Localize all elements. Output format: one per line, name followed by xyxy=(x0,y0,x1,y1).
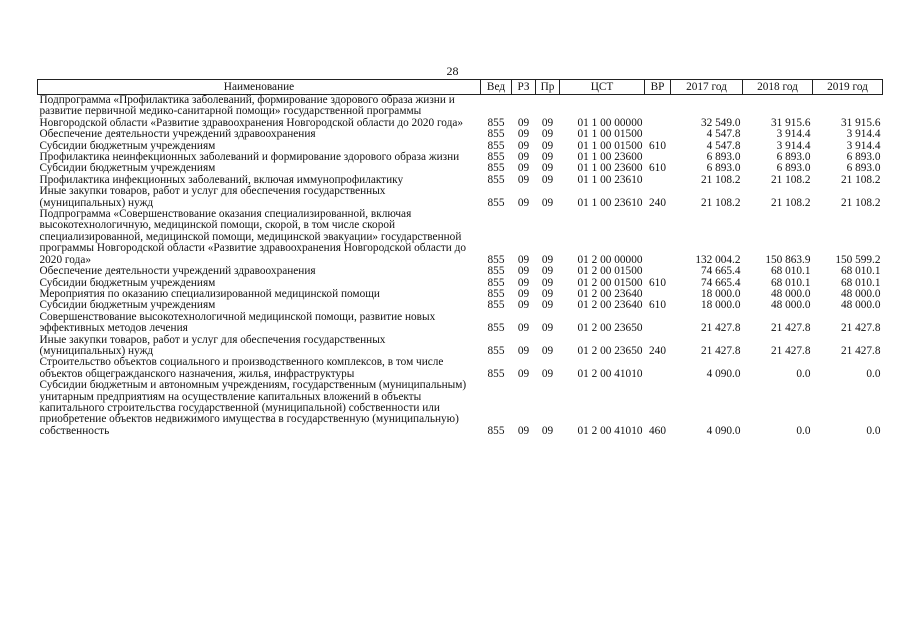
cell-2018: 21 427.8 xyxy=(770,344,811,357)
header-2018: 2018 год xyxy=(743,80,813,95)
cell-vr: 610 xyxy=(649,299,666,312)
table-row xyxy=(38,266,883,277)
cell-pr: 09 xyxy=(541,299,554,312)
cell-pr: 09 xyxy=(541,424,554,437)
cell-pr: 09 xyxy=(541,367,554,380)
cell-rz: 09 xyxy=(517,344,530,357)
cell-2018: 21 427.8 xyxy=(770,322,811,335)
cell-2018: 68 010.1 xyxy=(770,276,811,289)
cell-cst: 01 2 00 00000 xyxy=(577,253,643,266)
cell-cst: 01 2 00 23640 xyxy=(577,287,643,300)
cell-2019: 21 108.2 xyxy=(840,173,881,186)
cell-ved: 855 xyxy=(487,162,505,175)
cell-vr: 240 xyxy=(649,344,666,357)
cell-rz: 09 xyxy=(517,173,530,186)
cell-cst: 01 1 00 00000 xyxy=(577,116,643,129)
cell-pr: 09 xyxy=(541,116,554,129)
header-vr: ВР xyxy=(645,80,671,95)
cell-vr xyxy=(645,266,671,277)
table-row xyxy=(38,209,883,266)
cell-2018: 31 915.6 xyxy=(770,116,811,129)
cell-pr: 09 xyxy=(541,265,554,278)
cell-cst: 01 1 00 23600 xyxy=(577,151,643,164)
cell-pr: 09 xyxy=(541,139,554,152)
header-cst: ЦСТ xyxy=(560,80,645,95)
cell-rz: 09 xyxy=(517,196,530,209)
cell-2017: 4 090.0 xyxy=(706,424,741,437)
cell-pr: 09 xyxy=(541,287,554,300)
cell-2018: 0.0 xyxy=(796,424,811,437)
cell-pr: 09 xyxy=(541,151,554,164)
cell-name: Совершенствование высокотехнологичной медицинской помощи, развитие новых эффективных методов лечения xyxy=(39,310,436,335)
table-row xyxy=(38,312,883,335)
cell-vr xyxy=(645,312,671,335)
cell-name: Иные закупки товаров, работ и услуг для обеспечения государственных (муниципальных) нужд xyxy=(39,333,386,357)
cell-pr: 09 xyxy=(541,253,554,266)
cell-pr: 09 xyxy=(541,344,554,357)
cell-ved: 855 xyxy=(487,322,505,335)
cell-rz: 09 xyxy=(517,287,530,300)
cell-2017: 21 108.2 xyxy=(700,196,741,209)
table-row xyxy=(38,335,883,358)
cell-2017: 21 427.8 xyxy=(700,322,741,335)
cell-2017: 32 549.0 xyxy=(700,116,741,129)
cell-vr xyxy=(645,129,671,140)
cell-2017: 74 665.4 xyxy=(700,276,741,289)
cell-name: Подпрограмма «Совершенствование оказания специализированной, включая высокотехнологичную, медицинской помощи, скорой, в том числе скорой специализированной, медицинской помощи, медицинской эвакуации» государственной программы Новгородской области «Развитие здравоохранения Новгородской области до 2020 года» xyxy=(39,208,467,266)
cell-2019: 0.0 xyxy=(866,424,881,437)
cell-2017: 4 090.0 xyxy=(706,367,741,380)
table-row xyxy=(38,300,883,311)
cell-2017: 21 108.2 xyxy=(700,173,741,186)
cell-rz: 09 xyxy=(517,299,530,312)
cell-2018: 48 000.0 xyxy=(770,299,811,312)
header-2019: 2019 год xyxy=(813,80,883,95)
cell-2019: 68 010.1 xyxy=(840,276,881,289)
cell-vr xyxy=(645,95,671,130)
header-pr: Пр xyxy=(536,80,560,95)
cell-rz: 09 xyxy=(517,322,530,335)
cell-2017: 6 893.0 xyxy=(706,162,741,175)
cell-name: Мероприятия по оказанию специализированной медицинской помощи xyxy=(39,287,380,300)
cell-name: Субсидии бюджетным и автономным учреждениям, государственным (муниципальным) унитарным предприятиям на осуществление капитальных вложений в объекты капитального строительства государственной (муниципальной) собственности или приобретение объектов недвижимого имущества в государственную (муниципальную) собственность xyxy=(39,379,467,437)
cell-2019: 21 427.8 xyxy=(840,322,881,335)
cell-2018: 3 914.4 xyxy=(776,139,811,152)
cell-rz: 09 xyxy=(517,151,530,164)
table-row xyxy=(38,95,883,130)
cell-2019: 31 915.6 xyxy=(840,116,881,129)
cell-2019: 0.0 xyxy=(866,367,881,380)
cell-2019: 21 108.2 xyxy=(840,196,881,209)
cell-2018: 6 893.0 xyxy=(776,151,811,164)
cell-cst: 01 2 00 41010 xyxy=(577,424,643,437)
cell-ved: 855 xyxy=(487,344,505,357)
cell-ved: 855 xyxy=(487,265,505,278)
cell-ved: 855 xyxy=(487,151,505,164)
cell-name: Иные закупки товаров, работ и услуг для обеспечения государственных (муниципальных) нужд xyxy=(39,185,386,209)
header-2017: 2017 год xyxy=(671,80,743,95)
cell-2019: 21 427.8 xyxy=(840,344,881,357)
cell-2019: 48 000.0 xyxy=(840,287,881,300)
header-rz: РЗ xyxy=(512,80,536,95)
cell-name: Субсидии бюджетным учреждениям xyxy=(39,162,216,175)
cell-2017: 74 665.4 xyxy=(700,265,741,278)
cell-name: Обеспечение деятельности учреждений здравоохранения xyxy=(39,265,316,278)
cell-ved: 855 xyxy=(487,253,505,266)
table-row xyxy=(38,186,883,209)
cell-ved: 855 xyxy=(487,173,505,186)
cell-2018: 21 108.2 xyxy=(770,173,811,186)
table-row xyxy=(38,357,883,380)
cell-2017: 18 000.0 xyxy=(700,299,741,312)
cell-2018: 68 010.1 xyxy=(770,265,811,278)
table-row xyxy=(38,380,883,437)
cell-rz: 09 xyxy=(517,367,530,380)
cell-rz: 09 xyxy=(517,253,530,266)
table-body xyxy=(38,95,883,438)
cell-2017: 21 427.8 xyxy=(700,344,741,357)
budget-table xyxy=(37,79,883,437)
cell-2018: 150 863.9 xyxy=(765,253,811,266)
cell-cst: 01 2 00 01500 xyxy=(577,276,643,289)
page-number: 28 xyxy=(446,64,459,78)
cell-pr: 09 xyxy=(541,162,554,175)
cell-2018: 21 108.2 xyxy=(770,196,811,209)
cell-pr: 09 xyxy=(541,128,554,141)
cell-name: Профилактика неинфекционных заболеваний и формирование здорового образа жизни xyxy=(39,151,460,164)
cell-cst: 01 1 00 01500 xyxy=(577,139,643,152)
cell-rz: 09 xyxy=(517,128,530,141)
cell-ved: 855 xyxy=(487,116,505,129)
cell-ved: 855 xyxy=(487,128,505,141)
cell-2018: 6 893.0 xyxy=(776,162,811,175)
cell-rz: 09 xyxy=(517,116,530,129)
cell-2019: 3 914.4 xyxy=(846,128,881,141)
cell-2019: 3 914.4 xyxy=(846,139,881,152)
cell-ved: 855 xyxy=(487,139,505,152)
cell-vr: 460 xyxy=(649,424,666,437)
cell-2017: 6 893.0 xyxy=(706,151,741,164)
cell-vr xyxy=(645,357,671,380)
cell-2018: 0.0 xyxy=(796,367,811,380)
cell-vr xyxy=(645,209,671,266)
cell-cst: 01 2 00 23650 xyxy=(577,322,643,335)
cell-2019: 48 000.0 xyxy=(840,299,881,312)
cell-2019: 6 893.0 xyxy=(846,151,881,164)
cell-2017: 132 004.2 xyxy=(695,253,741,266)
cell-2018: 3 914.4 xyxy=(776,128,811,141)
cell-cst: 01 2 00 41010 xyxy=(577,367,643,380)
table-row xyxy=(38,129,883,140)
cell-rz: 09 xyxy=(517,276,530,289)
cell-name: Субсидии бюджетным учреждениям xyxy=(39,276,216,289)
cell-pr: 09 xyxy=(541,322,554,335)
cell-2019: 150 599.2 xyxy=(835,253,881,266)
cell-vr: 610 xyxy=(649,276,666,289)
cell-ved: 855 xyxy=(487,287,505,300)
cell-ved: 855 xyxy=(487,299,505,312)
cell-cst: 01 1 00 23600 xyxy=(577,162,643,175)
cell-cst: 01 1 00 23610 xyxy=(577,173,643,186)
cell-2019: 68 010.1 xyxy=(840,265,881,278)
cell-cst: 01 2 00 23640 xyxy=(577,299,643,312)
cell-name: Подпрограмма «Профилактика заболеваний, формирование здорового образа жизни и развитие первичной медико-санитарной помощи» государственной программы Новгородской области «Развитие здравоохранения Новгородской области до 2020 года» xyxy=(39,94,464,129)
cell-ved: 855 xyxy=(487,367,505,380)
cell-pr: 09 xyxy=(541,196,554,209)
header-row xyxy=(38,80,883,95)
cell-2017: 4 547.8 xyxy=(706,128,741,141)
cell-cst: 01 2 00 01500 xyxy=(577,265,643,278)
cell-2017: 18 000.0 xyxy=(700,287,741,300)
table-header xyxy=(38,80,883,95)
cell-cst: 01 2 00 23650 xyxy=(577,344,643,357)
header-ved: Вед xyxy=(481,80,512,95)
cell-2019: 6 893.0 xyxy=(846,162,881,175)
cell-name: Профилактика инфекционных заболеваний, включая иммунопрофилактику xyxy=(39,173,404,186)
cell-vr: 240 xyxy=(649,196,666,209)
cell-cst: 01 1 00 23610 xyxy=(577,196,643,209)
cell-vr: 610 xyxy=(649,162,666,175)
cell-cst: 01 1 00 01500 xyxy=(577,128,643,141)
cell-name: Субсидии бюджетным учреждениям xyxy=(39,139,216,152)
cell-rz: 09 xyxy=(517,424,530,437)
cell-vr: 610 xyxy=(649,139,666,152)
cell-rz: 09 xyxy=(517,162,530,175)
cell-name: Обеспечение деятельности учреждений здравоохранения xyxy=(39,128,316,141)
cell-vr xyxy=(645,175,671,186)
cell-name: Строительство объектов социального и производственного комплексов, в том числе объектов общегражданского назначения, жилья, инфраструктуры xyxy=(39,356,444,380)
header-name: Наименование xyxy=(38,80,481,95)
cell-ved: 855 xyxy=(487,424,505,437)
cell-ved: 855 xyxy=(487,196,505,209)
cell-2017: 4 547.8 xyxy=(706,139,741,152)
cell-2018: 48 000.0 xyxy=(770,287,811,300)
cell-pr: 09 xyxy=(541,173,554,186)
cell-pr: 09 xyxy=(541,276,554,289)
cell-rz: 09 xyxy=(517,139,530,152)
cell-ved: 855 xyxy=(487,276,505,289)
cell-name: Субсидии бюджетным учреждениям xyxy=(39,299,216,312)
cell-rz: 09 xyxy=(517,265,530,278)
